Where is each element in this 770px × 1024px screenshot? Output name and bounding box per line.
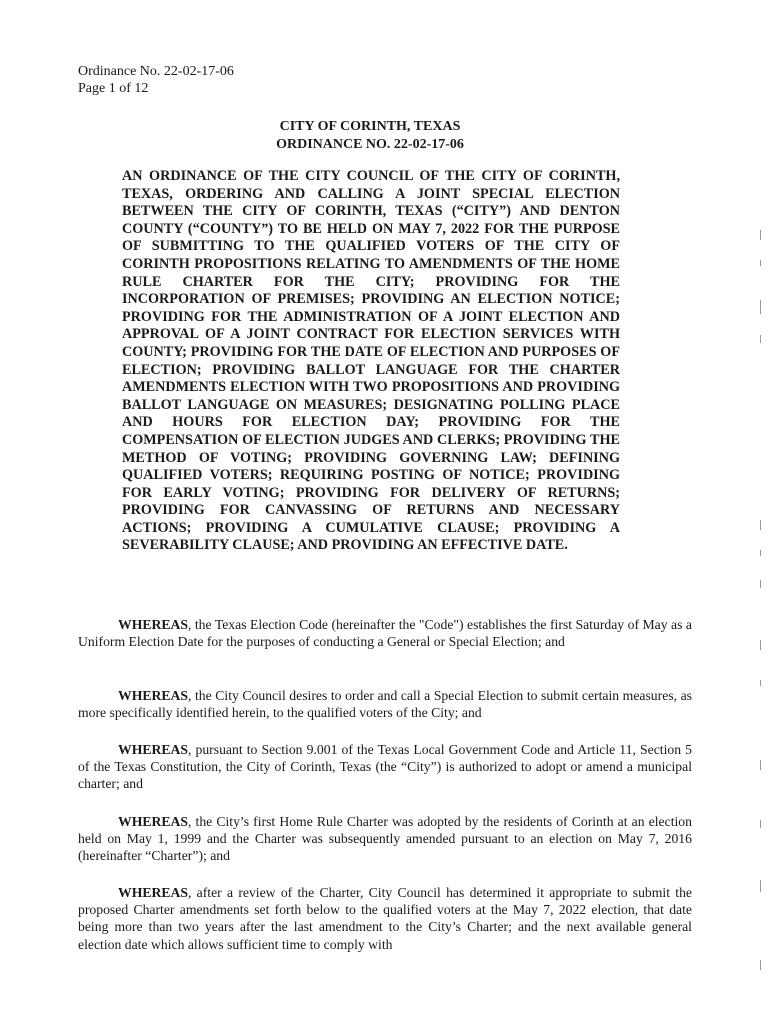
whereas-lead: WHEREAS bbox=[118, 814, 188, 829]
whereas-paragraph bbox=[78, 741, 692, 793]
whereas-paragraph bbox=[78, 687, 692, 721]
scan-margin-marks bbox=[758, 220, 764, 1000]
city-title: CITY OF CORINTH, TEXAS bbox=[279, 119, 461, 134]
whereas-lead: WHEREAS bbox=[118, 617, 188, 632]
whereas-paragraph bbox=[78, 813, 692, 865]
document-title bbox=[0, 118, 740, 154]
whereas-lead: WHEREAS bbox=[118, 742, 188, 757]
ordinance-number: Ordinance No. 22-02-17-06 bbox=[78, 64, 234, 79]
whereas-text: , the Texas Election Code (hereinafter the "Code") establishes the first Saturday of May as a Uniform Election Date for the purposes of conducting a General or Special Election; and bbox=[78, 617, 692, 650]
whereas-paragraph bbox=[78, 884, 692, 953]
whereas-paragraph bbox=[78, 616, 692, 650]
whereas-text: , the City’s first Home Rule Charter was adopted by the residents of Corinth at an election held on May 1, 1999 and the Charter was subsequently amended pursuant to an election on May 7, 2016 (hereinafter “Charter”); and bbox=[78, 814, 692, 864]
whereas-lead: WHEREAS bbox=[118, 885, 188, 900]
ordinance-title: ORDINANCE NO. 22-02-17-06 bbox=[276, 137, 464, 152]
page-header bbox=[78, 63, 234, 97]
ordinance-caption: AN ORDINANCE OF THE CITY COUNCIL OF THE CITY OF CORINTH, TEXAS, ORDERING AND CALLING A JOINT SPECIAL ELECTION BETWEEN THE CITY OF CORINTH, TEXAS (“CITY”) AND DENTON COUNTY (“COUNTY”) TO BE HELD ON MAY 7, 2022 FOR THE PURPOSE OF SUBMITTING TO THE QUALIFIED VOTERS OF THE CITY OF CORINTH PROPOSITIONS RELATING TO AMENDMENTS OF THE HOME RULE CHARTER FOR THE CITY; PROVIDING FOR THE INCORPORATION OF PREMISES; PROVIDING AN ELECTION NOTICE; PROVIDING FOR THE ADMINISTRATION OF A JOINT ELECTION AND APPROVAL OF A JOINT CONTRACT FOR ELECTION SERVICES WITH COUNTY; PROVIDING FOR THE DATE OF ELECTION AND PURPOSES OF ELECTION; PROVIDING BALLOT LANGUAGE FOR THE CHARTER AMENDMENTS ELECTION WITH TWO PROPOSITIONS AND PROVIDING BALLOT LANGUAGE ON MEASURES; DESIGNATING POLLING PLACE AND HOURS FOR ELECTION DAY; PROVIDING FOR THE COMPENSATION OF ELECTION JUDGES AND CLERKS; PROVIDING THE METHOD OF VOTING; PROVIDING GOVERNING LAW; DEFINING QUALIFIED VOTERS; REQUIRING POSTING OF NOTICE; PROVIDING FOR EARLY VOTING; PROVIDING FOR DELIVERY OF RETURNS; PROVIDING FOR CANVASSING OF RETURNS AND NECESSARY ACTIONS; PROVIDING A CUMULATIVE CLAUSE; PROVIDING A SEVERABILITY CLAUSE; AND PROVIDING AN EFFECTIVE DATE. bbox=[122, 168, 620, 554]
whereas-text: , the City Council desires to order and call a Special Election to submit certain measures, as more specifically identified herein, to the qualified voters of the City; and bbox=[78, 688, 692, 721]
page-number: Page 1 of 12 bbox=[78, 81, 149, 96]
whereas-text: , pursuant to Section 9.001 of the Texas Local Government Code and Article 11, Section 5 of the Texas Constitution, the City of Corinth, Texas (the “City”) is authorized to adopt or amend a municipal charter; and bbox=[78, 742, 692, 792]
whereas-text: , after a review of the Charter, City Council has determined it appropriate to submit the proposed Charter amendments set forth below to the qualified voters at the May 7, 2022 election, that date being more than two years after the last amendment to the City’s Charter; and the next available general election date which allows sufficient time to comply with bbox=[78, 885, 692, 952]
whereas-lead: WHEREAS bbox=[118, 688, 188, 703]
